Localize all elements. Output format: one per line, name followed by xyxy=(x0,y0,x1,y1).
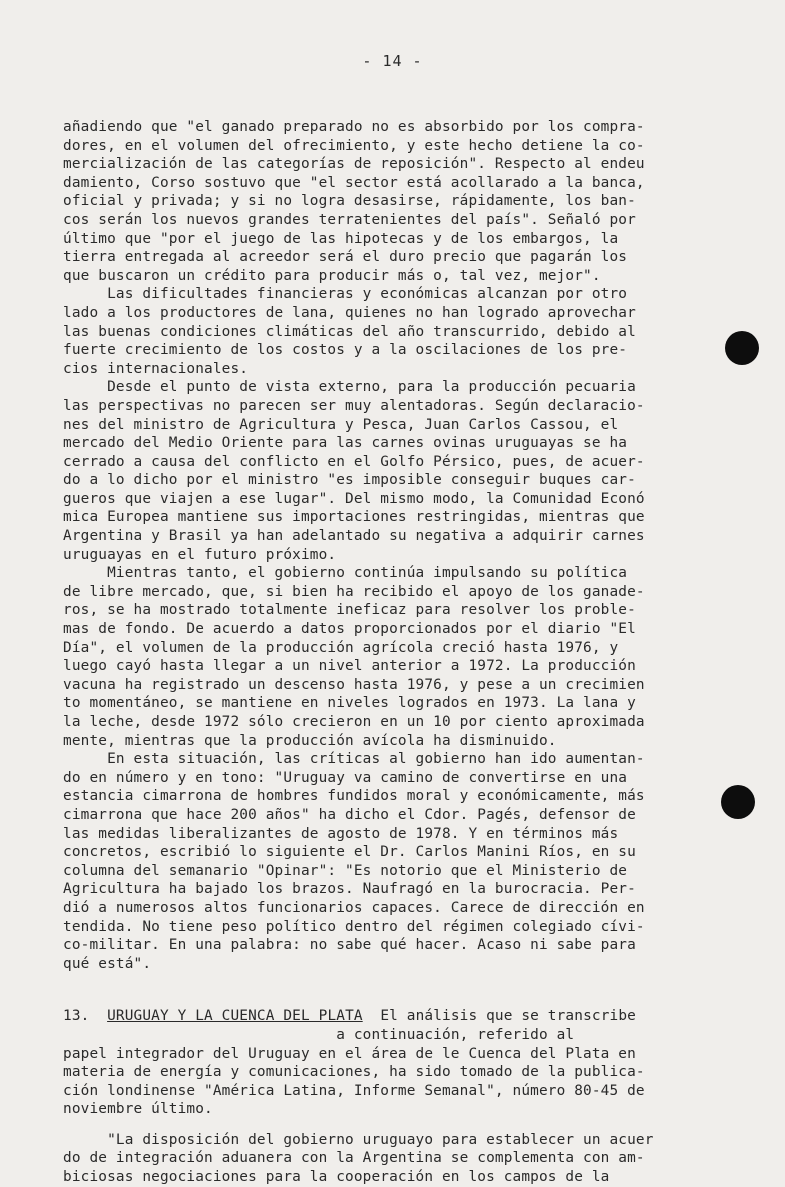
text-line: luego cayó hasta llegar a un nivel anterior a 1972. La producción xyxy=(63,658,636,675)
text-line: fuerte crecimiento de los costos y a la oscilaciones de los pre- xyxy=(63,342,628,359)
paragraph-1 xyxy=(63,118,738,285)
text-line: oficial y privada; y si no logra desasirse, rápidamente, los ban- xyxy=(63,193,636,210)
text-line: tierra entregada al acreedor será el duro precio que pagarán los xyxy=(63,249,628,266)
text-line: último que "por el juego de las hipotecas y de los embargos, la xyxy=(63,230,619,247)
section-intro-text: El análisis que se transcribe xyxy=(380,1008,636,1025)
text-line: las buenas condiciones climáticas del año transcurrido, debido al xyxy=(63,323,636,340)
section-13 xyxy=(63,1007,738,1119)
page-number: - 14 - xyxy=(362,52,423,70)
text-line: do en número y en tono: "Uruguay va camino de convertirse en una xyxy=(63,769,628,786)
text-line: co-militar. En una palabra: no sabe qué hacer. Acaso ni sabe para xyxy=(63,937,636,954)
text-line: tendida. No tiene peso político dentro del régimen colegiado cívi- xyxy=(63,918,645,935)
text-line: vacuna ha registrado un descenso hasta 1976, y pese a un crecimien xyxy=(63,676,645,693)
section-number: 13. xyxy=(63,1008,90,1025)
text-line: gueros que viajen a ese lugar". Del mismo modo, la Comunidad Econó xyxy=(63,490,645,507)
text-line: uruguayas en el futuro próximo. xyxy=(63,546,337,563)
text-line: columna del semanario "Opinar": "Es notorio que el Ministerio de xyxy=(63,862,628,879)
paragraph-2 xyxy=(63,285,738,378)
text-line: Desde el punto de vista externo, para la producción pecuaria xyxy=(63,379,636,396)
text-line: do de integración aduanera con la Argentina se complementa con am- xyxy=(63,1150,645,1167)
text-line: qué está". xyxy=(63,955,152,972)
text-line: concretos, escribió lo siguiente el Dr. Carlos Manini Ríos, en su xyxy=(63,844,636,861)
text-line: añadiendo que "el ganado preparado no es absorbido por los compra- xyxy=(63,119,645,135)
text-line: dió a numerosos altos funcionarios capaces. Carece de dirección en xyxy=(63,899,645,916)
text-line: cios internacionales. xyxy=(63,360,249,377)
text-line: cimarrona que hace 200 años" ha dicho el Cdor. Pagés, defensor de xyxy=(63,806,636,823)
text-line: biciosas negociaciones para la cooperación en los campos de la xyxy=(63,1169,610,1186)
text-line: Mientras tanto, el gobierno continúa impulsando su política xyxy=(63,565,628,582)
text-line: nes del ministro de Agricultura y Pesca, Juan Carlos Cassou, el xyxy=(63,416,619,433)
section-heading-line xyxy=(63,1007,738,1026)
text-line: mercialización de las categorías de reposición". Respecto al endeu xyxy=(63,156,645,173)
text-line: cos serán los nuevos grandes terratenientes del país". Señaló por xyxy=(63,211,636,228)
text-line: cerrado a causa del conflicto en el Golfo Pérsico, pues, de acuer- xyxy=(63,453,645,470)
text-line: damiento, Corso sostuvo que "el sector está acollarado a la banca, xyxy=(63,174,645,191)
text-line: papel integrador del Uruguay en el área de le Cuenca del Plata en xyxy=(63,1045,636,1062)
section-intro-line-2 xyxy=(63,1026,738,1045)
text-line: Agricultura ha bajado los brazos. Naufragó en la burocracia. Per- xyxy=(63,881,636,898)
paragraph-5 xyxy=(63,750,738,973)
text-line: mas de fondo. De acuerdo a datos proporcionados por el diario "El xyxy=(63,621,636,638)
text-line: Argentina y Brasil ya han adelantado su negativa a adquirir carnes xyxy=(63,528,645,545)
text-line: las perspectivas no parecen ser muy alentadoras. Según declaracio- xyxy=(63,397,645,414)
text-line: lado a los productores de lana, quienes no han logrado aprovechar xyxy=(63,304,636,321)
text-line: mercado del Medio Oriente para las carnes ovinas uruguayas se ha xyxy=(63,435,628,452)
paragraph-quote xyxy=(63,1131,738,1187)
text-line: que buscaron un crédito para producir más o, tal vez, mejor". xyxy=(63,267,601,284)
text-line: "La disposición del gobierno uruguayo para establecer un acuer xyxy=(63,1131,654,1148)
text-line: mica Europea mantiene sus importaciones restringidas, mientras que xyxy=(63,509,645,526)
text-line: dores, en el volumen del ofrecimiento, y este hecho detiene la co- xyxy=(63,137,645,154)
text-line: de libre mercado, que, si bien ha recibido el apoyo de los ganade- xyxy=(63,583,645,600)
body-text xyxy=(63,118,738,1187)
section-title: URUGUAY Y LA CUENCA DEL PLATA xyxy=(107,1008,363,1025)
text-line: mente, mientras que la producción avícola ha disminuido. xyxy=(63,732,557,749)
text-line: la leche, desde 1972 sólo crecieron en un 10 por ciento aproximada xyxy=(63,714,645,730)
paragraph-4 xyxy=(63,564,738,750)
text-line: to momentáneo, se mantiene en niveles logrados en 1973. La lana y xyxy=(63,695,636,712)
text-line: ros, se ha mostrado totalmente ineficaz para resolver los proble- xyxy=(63,602,636,619)
paragraph-3 xyxy=(63,378,738,564)
text-line: las medidas liberalizantes de agosto de 1978. Y en términos más xyxy=(63,825,619,842)
text-line: ción londinense "América Latina, Informe Semanal", número 80-45 de xyxy=(63,1082,645,1099)
text-line: estancia cimarrona de hombres fundidos moral y económicamente, más xyxy=(63,788,645,805)
text-line: do a lo dicho por el ministro "es imposible conseguir buques car- xyxy=(63,472,636,489)
text-line: En esta situación, las críticas al gobierno han ido aumentan- xyxy=(63,751,645,768)
text-line: materia de energía y comunicaciones, ha sido tomado de la publica- xyxy=(63,1064,645,1081)
section-intro-text-2: a continuación, referido al xyxy=(336,1026,575,1043)
text-line: Día", el volumen de la producción agrícola creció hasta 1976, y xyxy=(63,639,619,656)
text-line: Las dificultades financieras y económicas alcanzan por otro xyxy=(63,286,628,303)
text-line: noviembre último. xyxy=(63,1101,213,1118)
